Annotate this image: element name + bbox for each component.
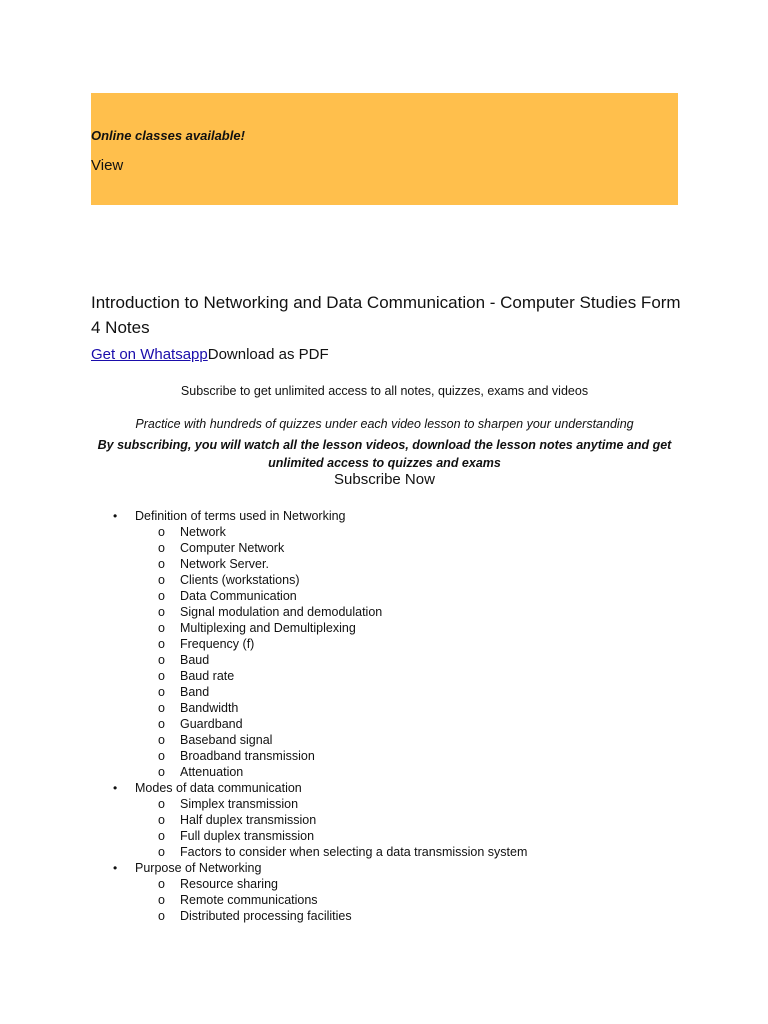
outline-subitem-label: Baseband signal bbox=[180, 733, 273, 747]
outline-subitem bbox=[135, 796, 527, 812]
outline-subitem bbox=[135, 540, 527, 556]
outline-subitem-label: Half duplex transmission bbox=[180, 813, 317, 827]
outline-subitem bbox=[135, 764, 527, 780]
circle-bullet-icon: o bbox=[158, 749, 165, 763]
outline-subitem-label: Network bbox=[180, 525, 226, 539]
circle-bullet-icon: o bbox=[158, 893, 165, 907]
outline-subitems bbox=[135, 524, 527, 780]
outline-subitem bbox=[135, 620, 527, 636]
circle-bullet-icon: o bbox=[158, 621, 165, 635]
outline-section bbox=[111, 860, 527, 924]
bullet-icon: • bbox=[113, 509, 118, 523]
circle-bullet-icon: o bbox=[158, 877, 165, 891]
outline-subitem-label: Remote communications bbox=[180, 893, 318, 907]
bullet-icon: • bbox=[113, 861, 118, 875]
circle-bullet-icon: o bbox=[158, 717, 165, 731]
page-title: Introduction to Networking and Data Communication - Computer Studies Form 4 Notes bbox=[91, 293, 681, 337]
outline-subitem bbox=[135, 828, 527, 844]
outline-subitem-label: Factors to consider when selecting a data transmission system bbox=[180, 845, 528, 859]
circle-bullet-icon: o bbox=[158, 733, 165, 747]
outline-subitem-label: Data Communication bbox=[180, 589, 297, 603]
outline-subitem-label: Attenuation bbox=[180, 765, 244, 779]
outline-subitem bbox=[135, 892, 527, 908]
outline-subitems bbox=[135, 796, 527, 860]
subscribe-info-text: Subscribe to get unlimited access to all notes, quizzes, exams and videos bbox=[180, 384, 589, 398]
outline-section-label: Purpose of Networking bbox=[135, 861, 262, 875]
outline-subitem bbox=[135, 732, 527, 748]
outline-subitem-label: Multiplexing and Demultiplexing bbox=[180, 621, 356, 635]
circle-bullet-icon: o bbox=[158, 589, 165, 603]
circle-bullet-icon: o bbox=[158, 797, 165, 811]
outline-section-label: Definition of terms used in Networking bbox=[135, 509, 346, 523]
circle-bullet-icon: o bbox=[158, 765, 165, 779]
outline-subitem-label: Frequency (f) bbox=[180, 637, 255, 651]
outline-subitem bbox=[135, 844, 527, 860]
outline-section bbox=[111, 780, 527, 860]
outline-subitem bbox=[135, 604, 527, 620]
outline-subitem bbox=[135, 524, 527, 540]
outline-subitem-label: Clients (workstations) bbox=[180, 573, 300, 587]
subscription-benefits-text: By subscribing, you will watch all the lesson videos, download the lesson notes anytime and get unlimited access to quizzes and exams bbox=[97, 438, 672, 470]
circle-bullet-icon: o bbox=[158, 605, 165, 619]
circle-bullet-icon: o bbox=[158, 685, 165, 699]
outline-subitems bbox=[135, 876, 527, 924]
outline-subitem bbox=[135, 588, 527, 604]
outline-subitem-label: Resource sharing bbox=[180, 877, 278, 891]
document-actions bbox=[91, 346, 329, 364]
outline-subitem bbox=[135, 556, 527, 572]
outline-subitem bbox=[135, 652, 527, 668]
circle-bullet-icon: o bbox=[158, 829, 165, 843]
outline-subitem-label: Full duplex transmission bbox=[180, 829, 315, 843]
outline-subitem-label: Baud rate bbox=[180, 669, 235, 683]
circle-bullet-icon: o bbox=[158, 669, 165, 683]
outline-subitem bbox=[135, 572, 527, 588]
practice-text: Practice with hundreds of quizzes under each video lesson to sharpen your understanding bbox=[135, 417, 634, 431]
outline-section bbox=[111, 508, 527, 780]
circle-bullet-icon: o bbox=[158, 541, 165, 555]
outline-subitem bbox=[135, 700, 527, 716]
circle-bullet-icon: o bbox=[158, 845, 165, 859]
download-pdf-button[interactable]: Download as PDF bbox=[207, 346, 329, 363]
topic-outline bbox=[111, 508, 527, 924]
view-link[interactable]: View bbox=[91, 157, 124, 174]
outline-subitem-label: Bandwidth bbox=[180, 701, 239, 715]
subscribe-now-button[interactable]: Subscribe Now bbox=[334, 471, 435, 488]
circle-bullet-icon: o bbox=[158, 813, 165, 827]
outline-subitem bbox=[135, 908, 527, 924]
outline-subitem-label: Baud bbox=[180, 653, 210, 667]
outline-subitem bbox=[135, 668, 527, 684]
outline-subitem-label: Broadband transmission bbox=[180, 749, 315, 763]
circle-bullet-icon: o bbox=[158, 653, 165, 667]
circle-bullet-icon: o bbox=[158, 525, 165, 539]
outline-subitem bbox=[135, 636, 527, 652]
outline-subitem bbox=[135, 876, 527, 892]
outline-subitem-label: Guardband bbox=[180, 717, 243, 731]
outline-subitem bbox=[135, 716, 527, 732]
outline-subitem-label: Distributed processing facilities bbox=[180, 909, 352, 923]
bullet-icon: • bbox=[113, 781, 118, 795]
circle-bullet-icon: o bbox=[158, 557, 165, 571]
outline-subitem-label: Network Server. bbox=[180, 557, 269, 571]
outline-subitem bbox=[135, 812, 527, 828]
circle-bullet-icon: o bbox=[158, 909, 165, 923]
outline-subitem-label: Computer Network bbox=[180, 541, 285, 555]
outline-subitem-label: Signal modulation and demodulation bbox=[180, 605, 383, 619]
outline-section-label: Modes of data communication bbox=[135, 781, 302, 795]
circle-bullet-icon: o bbox=[158, 637, 165, 651]
circle-bullet-icon: o bbox=[158, 701, 165, 715]
get-on-whatsapp-link[interactable]: Get on Whatsapp bbox=[91, 346, 208, 363]
banner-text: Online classes available! bbox=[91, 128, 245, 143]
outline-subitem-label: Band bbox=[180, 685, 210, 699]
outline-subitem-label: Simplex transmission bbox=[180, 797, 299, 811]
outline-subitem bbox=[135, 748, 527, 764]
outline-subitem bbox=[135, 684, 527, 700]
circle-bullet-icon: o bbox=[158, 573, 165, 587]
online-classes-banner bbox=[91, 93, 678, 205]
